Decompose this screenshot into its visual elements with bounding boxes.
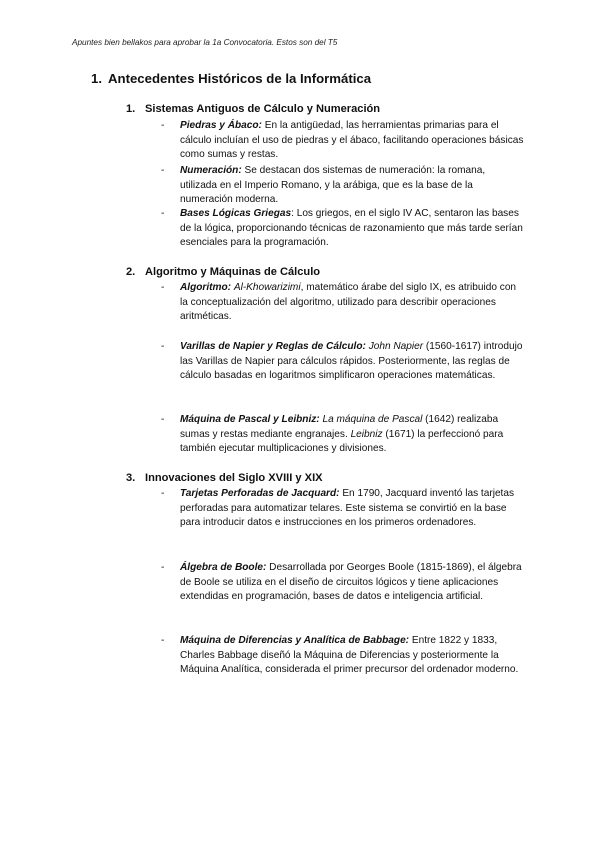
section-title: Sistemas Antiguos de Cálculo y Numeración — [145, 103, 381, 115]
item-term: Álgebra de Boole: — [180, 562, 267, 573]
item-term: Piedras y Ábaco: — [180, 120, 262, 131]
item-text: Desarrollada por Georges Boole (1815-1869), el álgebra de Boole se utiliza en el diseño de circuitos lógicos y tiene aplicaciones extendidas en programación, bases de datos e inteligencia artificial. — [180, 562, 522, 603]
title-text: Antecedentes Históricos de la Informática — [108, 71, 372, 86]
list-item: - Numeración: Se destacan dos sistemas de numeración: la romana, utilizada en el Imperio Romano, y la arábiga, que es la base de la numeración moderna. — [161, 165, 486, 206]
item-text: , matemático árabe del siglo IX, es atribuido con la conceptualización del algoritmo, utilizado para describir operaciones aritméticas. — [180, 282, 517, 323]
item-text: (1642) realizaba sumas y restas mediante engranajes. — [180, 414, 499, 440]
item-term: Máquina de Pascal y Leibniz: — [180, 414, 320, 425]
list-item: - Álgebra de Boole: Desarrollada por Georges Boole (1815-1869), el álgebra de Boole se utiliza en el diseño de circuitos lógicos y tiene aplicaciones extendidas en programación, bases de datos e inteligencia artificial. — [161, 562, 522, 603]
list-item: - Algoritmo: Al-Khowarizimi, matemático árabe del siglo IX, es atribuido con la conceptualización del algoritmo, utilizado para describir operaciones aritméticas. — [161, 282, 517, 323]
item-text: Se destacan dos sistemas de numeración: la romana, utilizada en el Imperio Romano, y la arábiga, que es la base de la numeración moderna. — [180, 165, 486, 206]
list-item: - Varillas de Napier y Reglas de Cálculo: John Napier (1560-1617) introdujo las Varillas de Napier para cálculos rápidos. Posteriormente, las reglas de cálculo basadas en logaritmos simplificaron operaciones matemáticas. — [161, 341, 523, 382]
item-term: Tarjetas Perforadas de Jacquard: — [180, 488, 340, 499]
item-term: Numeración: — [180, 165, 242, 176]
list-item: - Bases Lógicas Griegas: Los griegos, en el siglo IV AC, sentaron las bases de la lógica, proporcionando técnicas de razonamiento que más tarde serían esenciales para la programación. — [161, 208, 523, 249]
page-header: Apuntes bien bellakos para aprobar la 1a Convocatoria. Estos son del T5 — [72, 38, 338, 47]
section-title: Algoritmo y Máquinas de Cálculo — [145, 266, 321, 278]
item-text: En la antigüedad, las herramientas primarias para el cálculo incluían el uso de piedras y el ábaco, facilitando operaciones básicas como sumas y restas. — [180, 120, 524, 161]
list-item: - Máquina de Diferencias y Analítica de Babbage: Entre 1822 y 1833, Charles Babbage diseñó la Máquina de Diferencias y posteriormente la Máquina Analítica, considerada el primer precursor del ordenador moderno. — [161, 635, 519, 676]
item-italic: La máquina de Pascal — [322, 414, 423, 425]
page-title — [91, 71, 371, 86]
item-text-2: (1671) la perfeccionó para también ejecutar multiplicaciones y divisiones. — [180, 428, 504, 455]
item-term: Algoritmo: — [180, 282, 232, 293]
item-italic: John Napier — [368, 341, 424, 352]
section-heading — [126, 266, 320, 278]
list-item: - Máquina de Pascal y Leibniz: La máquina de Pascal (1642) realizaba sumas y restas mediante engranajes. Leibniz (1671) la perfeccionó para también ejecutar multiplicaciones y divisiones. — [161, 414, 504, 455]
item-text: (1560-1617) introdujo las Varillas de Napier para cálculos rápidos. Posteriormente, las reglas de cálculo basadas en logaritmos simplificaron operaciones matemáticas. — [180, 341, 523, 382]
item-term: Bases Lógicas Griegas — [180, 208, 292, 219]
item-term: Varillas de Napier y Reglas de Cálculo: — [180, 341, 366, 352]
item-text: En 1790, Jacquard inventó las tarjetas perforadas para automatizar telares. Este sistema se convirtió en la base para introducir datos e instrucciones en los primeros ordenadores. — [180, 488, 515, 529]
item-italic-2: Leibniz — [350, 428, 383, 440]
item-text: Entre 1822 y 1833, Charles Babbage diseñó la Máquina de Diferencias y posteriormente la Máquina Analítica, considerada el primer precursor del ordenador moderno. — [180, 635, 519, 676]
section-number: 3. — [126, 472, 136, 484]
section-title: Innovaciones del Siglo XVIII y XIX — [145, 472, 323, 484]
list-item: - Tarjetas Perforadas de Jacquard: En 1790, Jacquard inventó las tarjetas perforadas para automatizar telares. Este sistema se convirtió en la base para introducir datos e instrucciones en los primeros ordenadores. — [161, 488, 515, 529]
item-term: Máquina de Diferencias y Analítica de Babbage: — [180, 635, 410, 646]
section-heading — [126, 472, 323, 484]
section-number: 1. — [126, 103, 136, 115]
item-italic: Al-Khowarizimi — [233, 282, 301, 293]
list-item: - Piedras y Ábaco: En la antigüedad, las herramientas primarias para el cálculo incluían el uso de piedras y el ábaco, facilitando operaciones básicas como sumas y restas. — [161, 120, 524, 161]
item-text: : Los griegos, en el siglo IV AC, sentaron las bases de la lógica, proporcionando técnicas de razonamiento que más tarde serían esenciales para la programación. — [180, 208, 523, 249]
title-number: 1. — [91, 71, 102, 86]
section-number: 2. — [126, 266, 136, 278]
section-heading — [126, 103, 380, 115]
